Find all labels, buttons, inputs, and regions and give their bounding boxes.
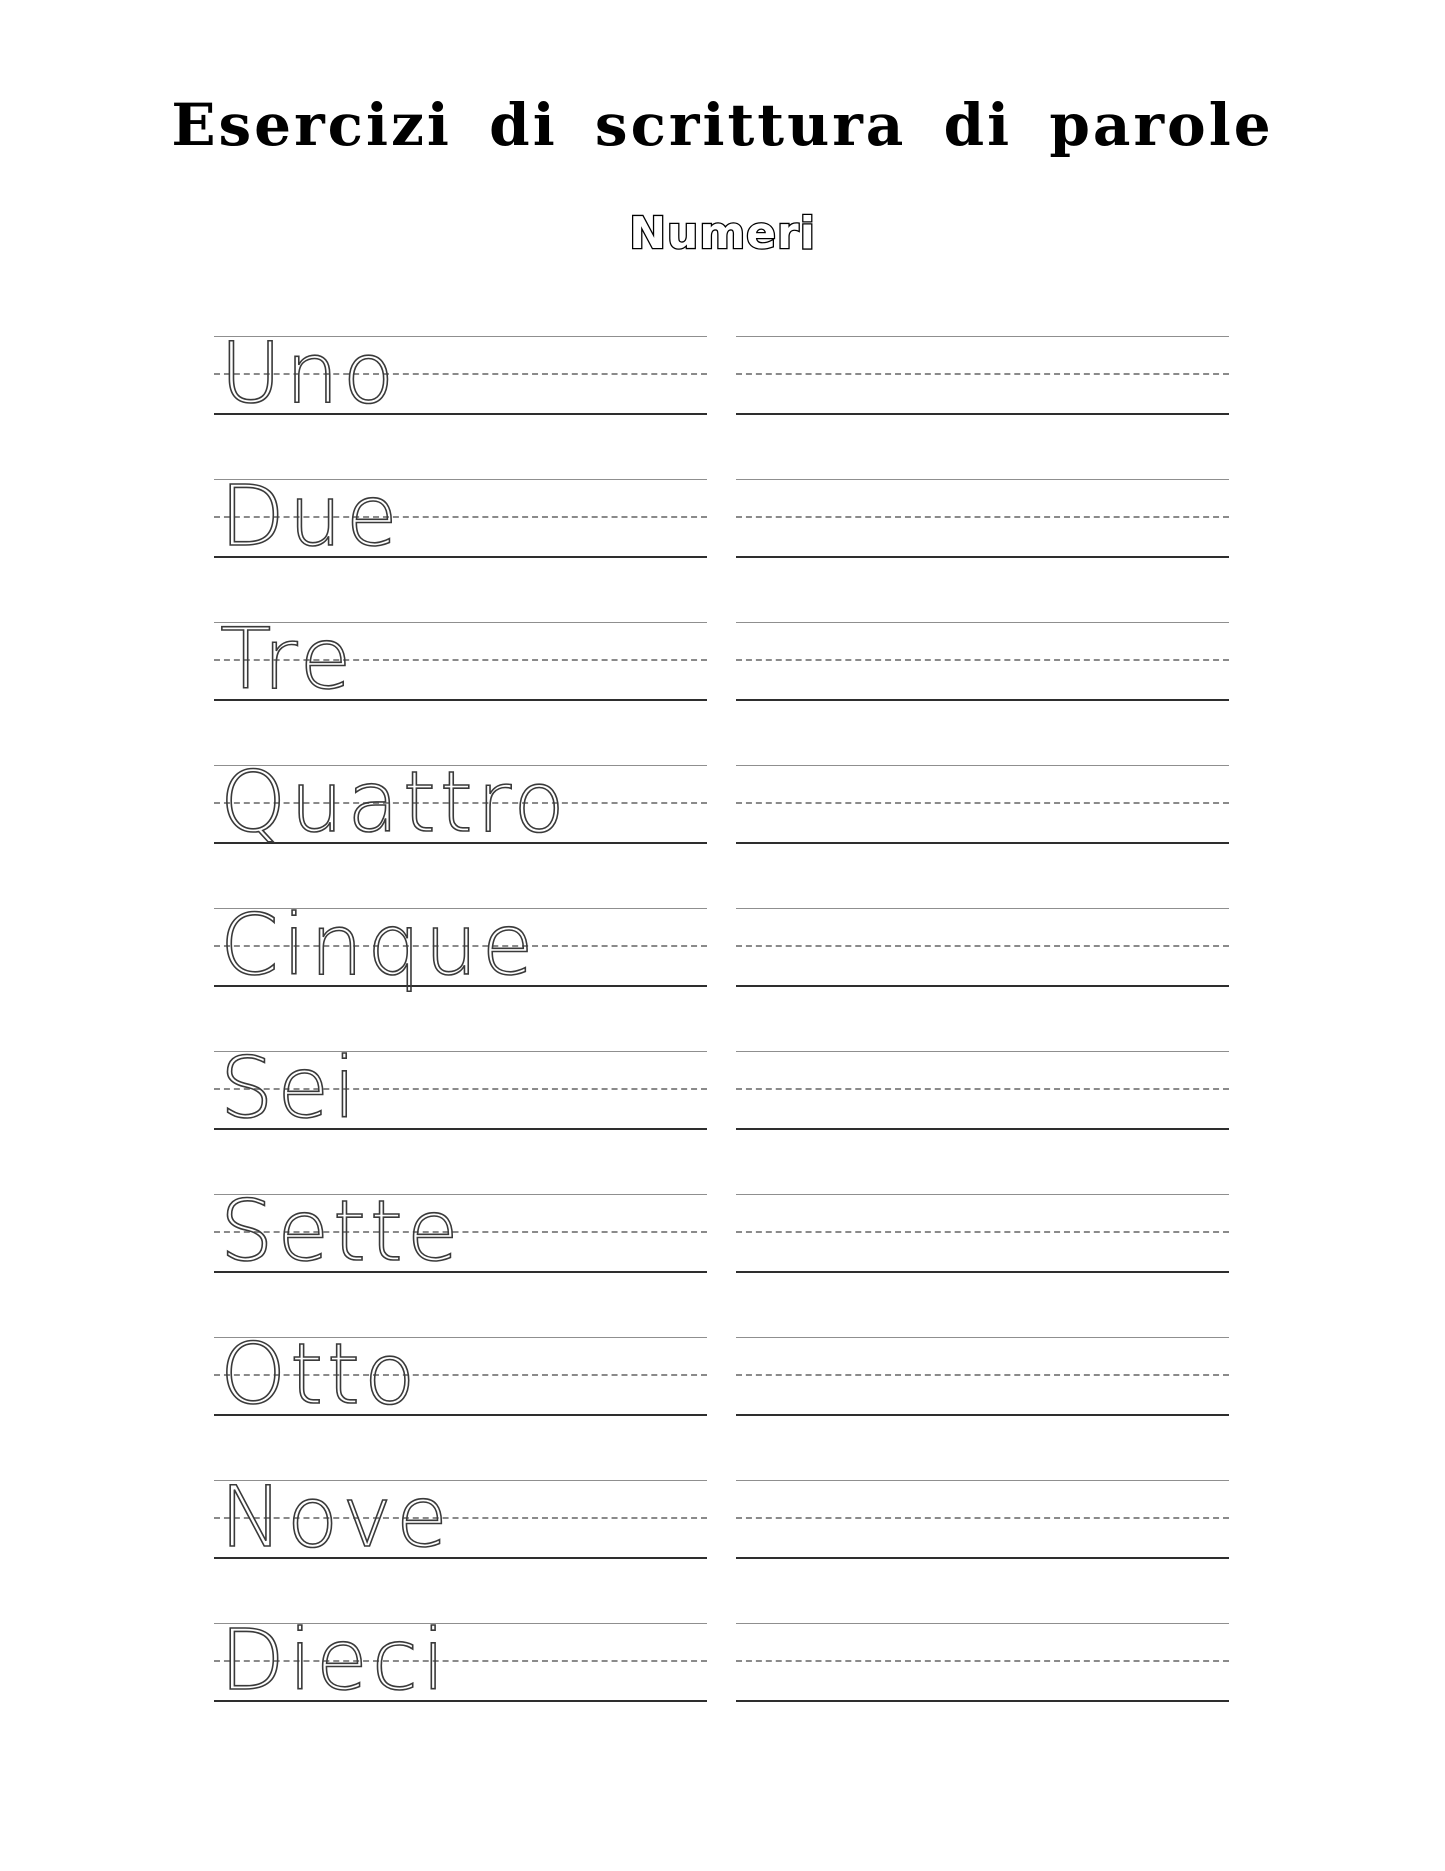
top-guide-line <box>736 765 1229 766</box>
baseline <box>736 556 1229 558</box>
writing-line[interactable] <box>736 479 1229 561</box>
trace-line <box>214 753 707 851</box>
trace-line <box>214 610 707 708</box>
top-guide-line <box>736 479 1229 480</box>
baseline <box>736 842 1229 844</box>
trace-word: Dieci <box>220 1611 450 1709</box>
trace-line <box>214 1468 707 1566</box>
baseline <box>736 699 1229 701</box>
midline-dashed <box>736 1660 1229 1662</box>
trace-word: Quattro <box>220 753 569 851</box>
writing-line[interactable] <box>736 1623 1229 1705</box>
top-guide-line <box>736 336 1229 337</box>
trace-word: Otto <box>220 1325 420 1423</box>
trace-line <box>214 467 707 565</box>
writing-line[interactable] <box>736 908 1229 990</box>
writing-line[interactable] <box>736 622 1229 704</box>
practice-row <box>214 1611 1229 1709</box>
writing-line[interactable] <box>736 1480 1229 1562</box>
midline-dashed <box>736 945 1229 947</box>
midline-dashed <box>736 659 1229 661</box>
practice-row <box>214 1039 1229 1137</box>
top-guide-line <box>736 622 1229 623</box>
midline-dashed <box>736 373 1229 375</box>
practice-row <box>214 467 1229 565</box>
writing-line[interactable] <box>736 765 1229 847</box>
baseline <box>736 985 1229 987</box>
top-guide-line <box>736 1194 1229 1195</box>
baseline <box>736 1700 1229 1702</box>
top-guide-line <box>736 908 1229 909</box>
top-guide-line <box>736 1480 1229 1481</box>
trace-word: Cinque <box>220 896 538 994</box>
baseline <box>736 1557 1229 1559</box>
worksheet-subtitle: Numeri <box>629 208 816 259</box>
trace-line <box>214 1325 707 1423</box>
writing-line[interactable] <box>736 336 1229 418</box>
trace-word: Due <box>220 467 402 565</box>
practice-row <box>214 753 1229 851</box>
writing-line[interactable] <box>736 1051 1229 1133</box>
top-guide-line <box>736 1051 1229 1052</box>
midline-dashed <box>736 1231 1229 1233</box>
trace-word: Uno <box>220 324 399 422</box>
top-guide-line <box>736 1623 1229 1624</box>
midline-dashed <box>736 1517 1229 1519</box>
practice-row <box>214 1325 1229 1423</box>
top-guide-line <box>736 1337 1229 1338</box>
trace-word: Nove <box>220 1468 452 1566</box>
trace-line <box>214 896 707 994</box>
practice-row <box>214 896 1229 994</box>
baseline <box>736 413 1229 415</box>
trace-word: Sette <box>220 1182 463 1280</box>
trace-line <box>214 1611 707 1709</box>
baseline <box>736 1128 1229 1130</box>
writing-line[interactable] <box>736 1337 1229 1419</box>
practice-row <box>214 1468 1229 1566</box>
trace-line <box>214 324 707 422</box>
midline-dashed <box>736 1374 1229 1376</box>
worksheet-title: Esercizi di scrittura di parole <box>171 91 1274 159</box>
baseline <box>736 1271 1229 1273</box>
midline-dashed <box>736 802 1229 804</box>
baseline <box>736 1414 1229 1416</box>
trace-line <box>214 1182 707 1280</box>
trace-word: Tre <box>220 610 356 708</box>
midline-dashed <box>736 1088 1229 1090</box>
practice-row <box>214 1182 1229 1280</box>
practice-row <box>214 610 1229 708</box>
trace-word: Sei <box>220 1039 361 1137</box>
trace-line <box>214 1039 707 1137</box>
writing-line[interactable] <box>736 1194 1229 1276</box>
midline-dashed <box>736 516 1229 518</box>
practice-row <box>214 324 1229 422</box>
